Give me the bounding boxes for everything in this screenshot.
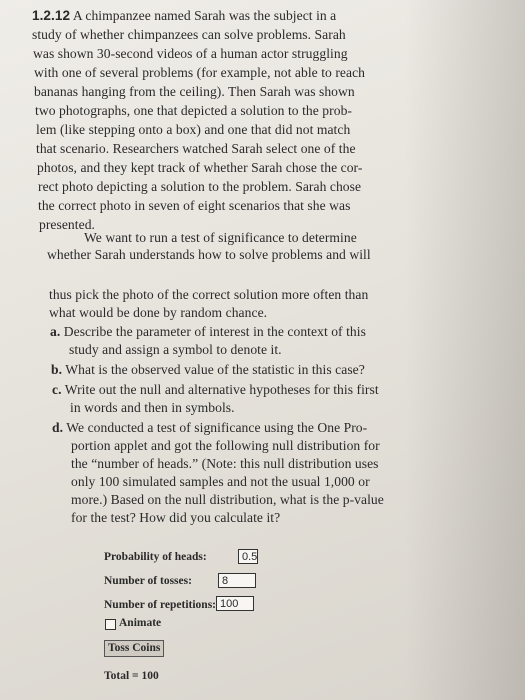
problem-line-2: was shown 30-second videos of a human actor struggling <box>33 46 348 61</box>
toss-coins-button[interactable]: Toss Coins <box>104 640 164 657</box>
problem-line-10: the correct photo in seven of eight scenarios that she was <box>38 198 351 213</box>
problem-first-line <box>32 8 336 24</box>
part-a-line-0: a. Describe the parameter of interest in the context of this <box>50 324 366 339</box>
problem-line-4: bananas hanging from the ceiling). Then Sarah was shown <box>34 84 355 99</box>
problem-line-6: lem (like stepping onto a box) and one that did not match <box>36 122 351 137</box>
animate-label: Animate <box>119 617 162 629</box>
tosses-label: Number of tosses: <box>104 575 192 587</box>
repetitions-label: Number of repetitions: <box>104 599 217 611</box>
total-text: Total = 100 <box>104 670 159 682</box>
probability-input[interactable]: 0.5 <box>238 549 258 564</box>
problem-number: 1.2.12 <box>32 8 71 23</box>
part-d-line-4: more.) Based on the null distribution, what is the p-value <box>71 492 384 507</box>
part-c-line-1: in words and then in symbols. <box>70 400 235 415</box>
problem-line-1: study of whether chimpanzees can solve problems. Sarah <box>32 27 346 42</box>
problem-line-0: A chimpanzee named Sarah was the subject in a <box>72 8 337 23</box>
part-d-line-2: the “number of heads.” (Note: this null distribution uses <box>71 456 379 471</box>
part-b-label: b. <box>51 362 63 377</box>
part-d-line-1: portion applet and got the following null distribution for <box>71 438 380 453</box>
repetitions-input[interactable]: 100 <box>216 596 254 611</box>
part-a-line-1: study and assign a symbol to denote it. <box>69 342 282 357</box>
part-b-line-0: b. What is the observed value of the statistic in this case? <box>51 362 365 377</box>
probability-label: Probability of heads: <box>104 551 207 563</box>
para2-line-3: what would be done by random chance. <box>49 305 268 320</box>
part-d-line-5: for the test? How did you calculate it? <box>71 510 281 525</box>
part-d-line-0: d. We conducted a test of significance using the One Pro- <box>52 420 368 435</box>
page-shadow <box>405 0 525 700</box>
tosses-input[interactable]: 8 <box>218 573 256 588</box>
part-a-label: a. <box>50 324 61 339</box>
para2-line-0: We want to run a test of significance to determine <box>84 230 357 245</box>
problem-line-9: rect photo depicting a solution to the problem. Sarah chose <box>38 179 362 194</box>
problem-line-5: two photographs, one that depicted a solution to the prob- <box>35 103 353 118</box>
part-d-label: d. <box>52 420 64 435</box>
problem-line-11: presented. <box>39 217 95 232</box>
part-c-line-0: c. Write out the null and alternative hypotheses for this first <box>52 382 379 397</box>
part-d-line-3: only 100 simulated samples and not the usual 1,000 or <box>71 474 370 489</box>
problem-line-3: with one of several problems (for example, not able to reach <box>34 65 366 80</box>
animate-checkbox[interactable] <box>105 619 116 630</box>
para2-line-2: thus pick the photo of the correct solution more often than <box>49 287 369 302</box>
problem-line-8: photos, and they kept track of whether Sarah chose the cor- <box>37 160 363 175</box>
para2-line-1: whether Sarah understands how to solve problems and will <box>47 247 371 262</box>
part-c-label: c. <box>52 382 62 397</box>
problem-line-7: that scenario. Researchers watched Sarah select one of the <box>36 141 356 156</box>
